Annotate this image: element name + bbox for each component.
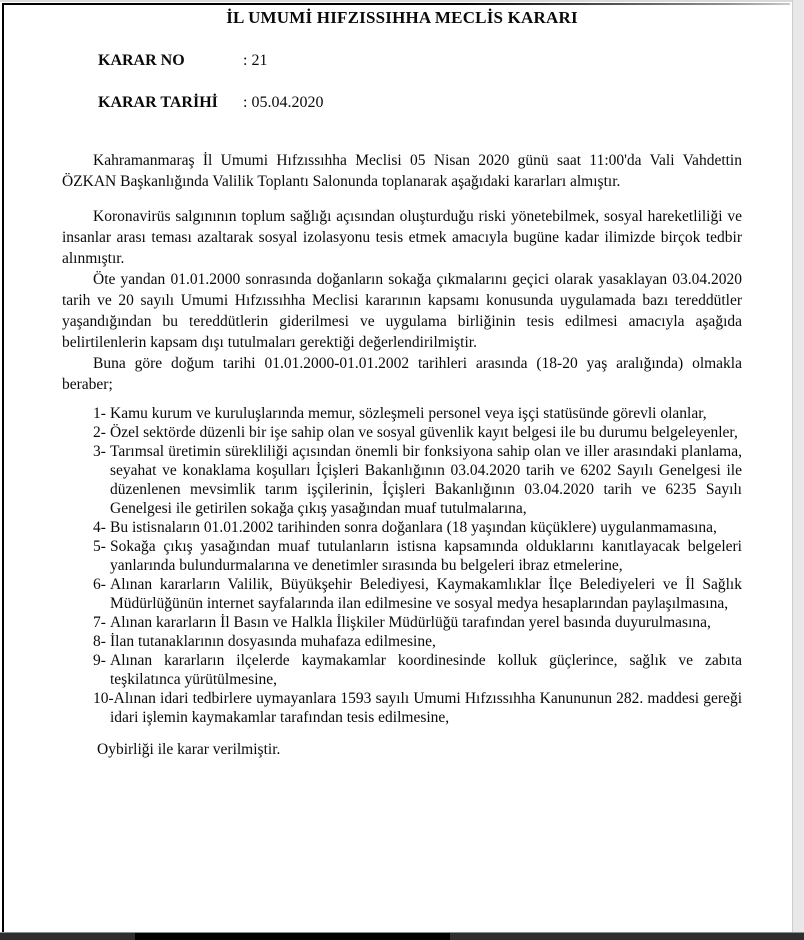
list-item	[62, 651, 742, 689]
list-item-text: Alınan idari tedbirlere uymayanlara 1593 sayılı Umumi Hıfzıssıhha Kanununun 282. maddesi gereği idari işlemin kaymakamlar tarafından tesis edilmesine,	[110, 690, 742, 726]
body-paragraph: Kahramanmaraş İl Umumi Hıfzıssıhha Meclisi 05 Nisan 2020 günü saat 11:00'da Vali Vahdettin ÖZKAN Başkanlığında Valilik Toplantı Salonunda toplanarak aşağıdaki kararları almıştır.	[62, 152, 742, 190]
list-item	[62, 689, 742, 727]
decision-date-label: KARAR TARİHİ	[98, 94, 218, 111]
body-paragraph: Koronavirüs salgınının toplum sağlığı açısından oluşturduğu riski yönetebilmek, sosyal hareketliliği ve insanlar arası teması azaltarak sosyal izolasyonu tesis etmek amacıyla bugüne kadar ilimizde birçok tedbir alınmıştır.	[62, 208, 742, 267]
decision-list	[62, 404, 742, 727]
meta-row-decision-date	[62, 92, 742, 113]
body-paragraph: Öte yandan 01.01.2000 sonrasında doğanların sokağa çıkmalarını geçici olarak yasaklayan 03.04.2020 tarih ve 20 sayılı Umumi Hıfzıssıhha Meclisi kararının kapsamı konusunda uygulamada bazı tereddütler yaşandığından bu tereddütlerin giderilmesi ve uygulama birliğinin tesis edilmesi amacıyla aşağıda belirtilenlerin kapsam dışı tutulmaları gerektiği değerlendirilmiştir.	[62, 271, 742, 351]
list-item	[62, 423, 742, 442]
list-item-number: 6-	[93, 576, 106, 593]
list-item	[62, 518, 742, 537]
list-item-number: 7-	[93, 614, 106, 631]
list-item	[62, 404, 742, 423]
list-item-text: Bu istisnaların 01.01.2002 tarihinden sonra doğanlara (18 yaşından küçüklere) uygulanmamasına,	[110, 519, 717, 536]
list-item-number: 2-	[93, 424, 106, 441]
list-item-text: Tarımsal üretimin sürekliliği açısından önemli bir fonksiyona sahip olan ve iller arasındaki planlama, seyahat ve konaklama koşulları İçişleri Bakanlığının 03.04.2020 tarih ve 6202 Sayılı Genelgesi ile düzenlenen mevsimlik tarım işçilerinin, İçişleri Bakanlığının 03.04.2020 tarih ve 6235 Sayılı Genelgesi ile getirilen sokağa çıkış yasağından muaf tutulmalarına,	[110, 443, 742, 517]
scan-bottom-bar-dark-segment	[135, 933, 450, 940]
list-item-text: İlan tutanaklarının dosyasında muhafaza edilmesine,	[110, 633, 436, 650]
list-item	[62, 575, 742, 613]
list-item-number: 4-	[93, 519, 106, 536]
document-body	[62, 0, 742, 760]
list-item-text: Alınan kararların ilçelerde kaymakamlar koordinesinde kolluk güçlerince, sağlık ve zabıta teşkilatınca yürütülmesine,	[110, 652, 742, 688]
page-right-edge-strip	[792, 0, 804, 940]
decision-date-value: : 05.04.2020	[243, 94, 324, 111]
decision-number-label: KARAR NO	[98, 52, 185, 69]
list-item-text: Kamu kurum ve kuruluşlarında memur, sözleşmeli personel veya işçi statüsünde görevli olanlar,	[110, 405, 707, 422]
list-item-text: Alınan kararların İl Basın ve Halkla İlişkiler Müdürlüğü tarafından yerel basında duyurulmasına,	[110, 614, 711, 631]
list-item	[62, 537, 742, 575]
list-item-text: Alınan kararların Valilik, Büyükşehir Belediyesi, Kaymakamlıklar İlçe Belediyeleri ve İl Sağlık Müdürlüğünün internet sayfalarında ilan edilmesine ve sosyal medya hesaplarından paylaşılmasına,	[110, 576, 742, 612]
list-item-number: 8-	[93, 633, 106, 650]
list-item-text: Sokağa çıkış yasağından muaf tutulanların istisna kapsamında olduklarını kanıtlayacak belgeleri yanlarında bulundurmalarına ve denetimler sırasında bu belgeleri ibraz etmelerine,	[110, 538, 742, 574]
scan-bottom-bar	[0, 932, 804, 940]
list-item-number: 10-	[93, 690, 114, 707]
meta-row-decision-number	[62, 50, 742, 71]
body-paragraph: Buna göre doğum tarihi 01.01.2000-01.01.2002 tarihleri arasında (18-20 yaş aralığında) olmakla beraber;	[62, 355, 742, 393]
list-item	[62, 613, 742, 632]
list-item	[62, 442, 742, 518]
list-item-number: 3-	[93, 443, 106, 460]
list-item-number: 5-	[93, 538, 106, 555]
list-item-text: Özel sektörde düzenli bir işe sahip olan ve sosyal güvenlik kayıt belgesi ile bu durumu belgeleyenler,	[110, 424, 738, 441]
decision-number-value: : 21	[243, 52, 268, 69]
list-item-number: 9-	[93, 652, 106, 669]
closing-line: Oybirliği ile karar verilmiştir.	[97, 741, 281, 758]
list-item	[62, 632, 742, 651]
page-border-left	[2, 3, 4, 940]
list-item-number: 1-	[93, 405, 106, 422]
page-title: İL UMUMİ HIFZISSIHHA MECLİS KARARI	[226, 8, 578, 27]
